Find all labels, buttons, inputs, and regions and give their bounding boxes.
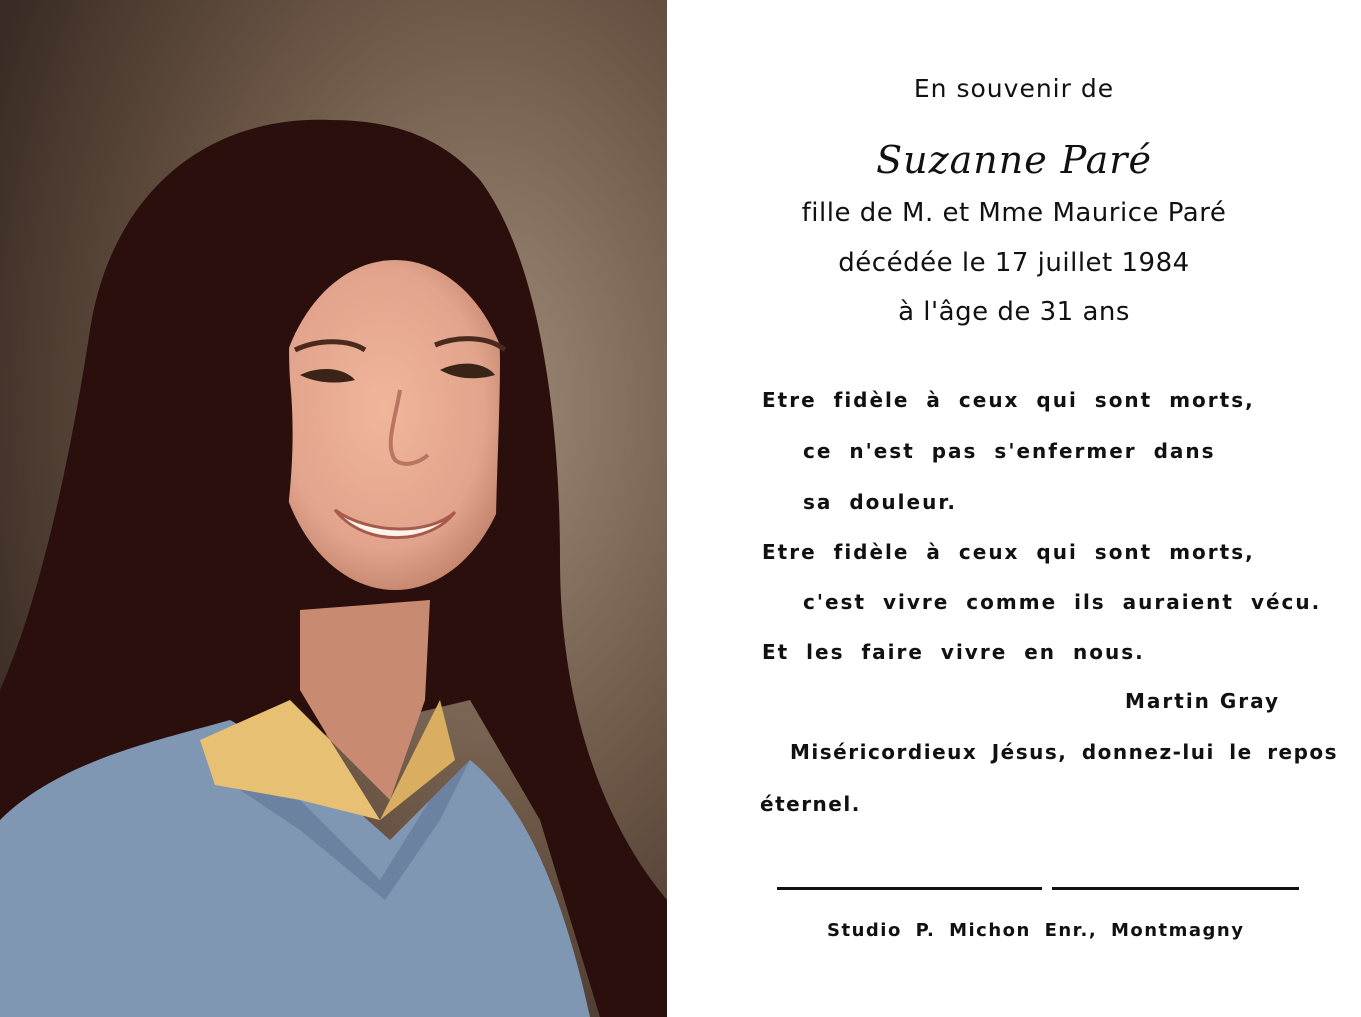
poem-line: Etre fidèle à ceux qui sont morts, bbox=[762, 388, 1255, 412]
death-date-line: décédée le 17 juillet 1984 bbox=[838, 248, 1190, 278]
age-line: à l'âge de 31 ans bbox=[898, 297, 1130, 327]
deceased-name: Suzanne Paré bbox=[876, 138, 1152, 182]
poem-line: Et les faire vivre en nous. bbox=[762, 640, 1145, 664]
prayer-line: Miséricordieux Jésus, donnez-lui le repos bbox=[790, 740, 1339, 764]
portrait-photo-icon bbox=[0, 0, 667, 1017]
divider-line bbox=[777, 887, 1042, 890]
portrait-photo bbox=[0, 0, 667, 1017]
poem-line: c'est vivre comme ils auraient vécu. bbox=[803, 590, 1322, 614]
poem-line: Etre fidèle à ceux qui sont morts, bbox=[762, 540, 1255, 564]
poem-author: Martin Gray bbox=[1125, 689, 1281, 713]
divider-line bbox=[1052, 887, 1299, 890]
poem-line: ce n'est pas s'enfermer dans bbox=[803, 439, 1216, 463]
card-intro: En souvenir de bbox=[913, 74, 1115, 103]
studio-credit: Studio P. Michon Enr., Montmagny bbox=[827, 920, 1245, 941]
parents-line: fille de M. et Mme Maurice Paré bbox=[801, 198, 1227, 228]
memorial-card bbox=[667, 0, 1361, 1017]
prayer-line: éternel. bbox=[760, 792, 861, 816]
poem-line: sa douleur. bbox=[803, 490, 957, 514]
